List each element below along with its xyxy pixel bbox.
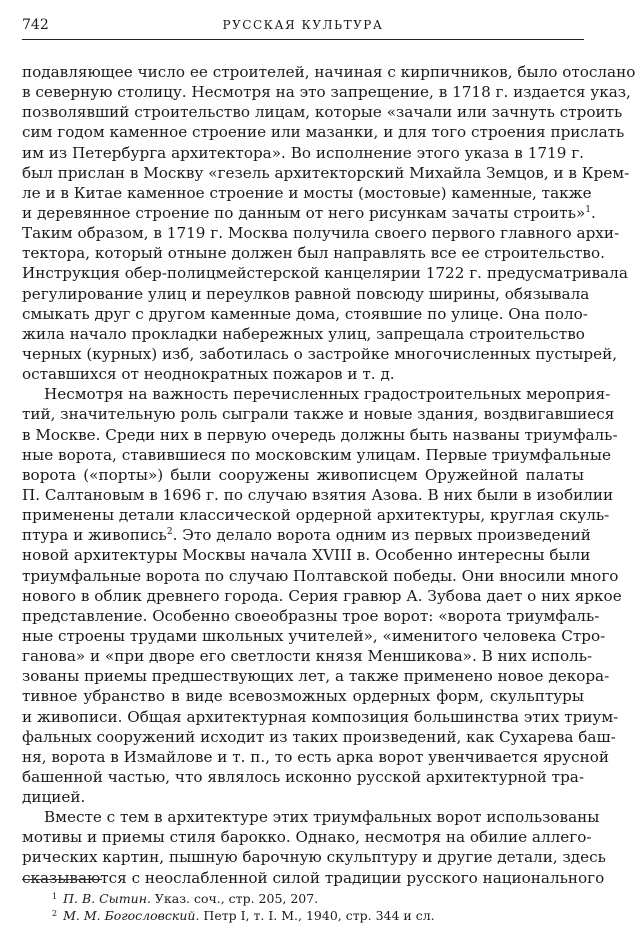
text-line	[22, 525, 591, 545]
text-span: .	[591, 203, 596, 222]
text-line: подавляющее число ее строителей, начиная с кирпичников, было отослано	[22, 63, 635, 81]
footnote-text: Указ. соч., стр. 205, 207.	[150, 891, 319, 906]
page-number: 742	[22, 17, 49, 33]
footnotes	[52, 888, 435, 922]
text-line: им из Петербурга архитектора». Во исполнение этого указа в 1719 г.	[22, 143, 584, 162]
text-span: . Это делало ворота одним из первых произведений	[172, 526, 591, 545]
text-line: рических картин, пышную барочную скульптуру и другие детали, здесь	[22, 848, 606, 867]
text-line	[22, 203, 596, 223]
running-title: РУССКАЯ КУЛЬТУРА	[222, 18, 384, 32]
footnote-author: М. М. Богословский.	[63, 908, 200, 923]
text-line: мотивы и приемы стиля барокко. Однако, несмотря на обилие аллего-	[22, 828, 592, 847]
text-line: оставшихся от неоднократных пожаров и т. д.	[22, 365, 395, 384]
text-line: ные ворота, ставившиеся по московским улицам. Первые триумфальные	[22, 445, 611, 464]
text-line: Несмотря на важность перечисленных градостроительных мероприя-	[44, 385, 611, 404]
text-line: позволявший строительство лицам, которые «зачали или зачнуть строить	[22, 103, 623, 122]
text-line: триумфальные ворота по случаю Полтавской победы. Они вносили много	[22, 566, 619, 585]
text-span: и деревянное строение по данным от него рисункам зачаты строить»	[22, 203, 586, 222]
text-line: Инструкция обер-полицмейстерской канцелярии 1722 г. предусматривала	[22, 264, 628, 283]
text-line: Вместе с тем в архитектуре этих триумфальных ворот использованы	[44, 808, 600, 827]
text-line: представление. Особенно своеобразны трое ворот: «ворота триумфаль-	[22, 606, 600, 625]
footnote-2	[52, 905, 435, 922]
footnote-text: Петр I, т. I. М., 1940, стр. 344 и сл.	[199, 908, 435, 923]
text-line: был прислан в Москву «гезель архитекторский Михайла Земцов, и в Крем-	[22, 163, 630, 182]
footnote-author: П. В. Сытин.	[63, 891, 151, 906]
footnote-rule	[22, 879, 102, 880]
text-line: ные строены трудами школьных учителей», «именитого человека Стро-	[22, 626, 606, 645]
text-line: в северную столицу. Несмотря на это запрещение, в 1718 г. издается указ,	[22, 83, 631, 102]
text-line: ворота («порты») были сооружены живописцем Оружейной палаты	[22, 465, 584, 484]
text-line: нового в облик древнего города. Серия гравюр А. Зубова дает о них яркое	[22, 586, 622, 605]
page-header	[22, 17, 584, 37]
text-line: применены детали классической ордерной архитектуры, круглая скуль-	[22, 506, 610, 525]
text-line: дицией.	[22, 788, 86, 807]
text-line: регулирование улиц и переулков равной повсюду ширины, обязывала	[22, 284, 590, 303]
text-line: ле и в Китае каменное строение и мосты (мостовые) каменные, также	[22, 183, 592, 202]
text-line: новой архитектуры Москвы начала XVIII в. Особенно интересны были	[22, 546, 591, 565]
text-line: тектора, который отныне должен был направлять все ее строительство.	[22, 244, 605, 263]
text-line: ня, ворота в Измайлове и т. п., то есть арка ворот увенчивается ярусной	[22, 747, 609, 766]
text-line: П. Салтановым в 1696 г. по случаю взятия Азова. В них были в изобилии	[22, 485, 614, 504]
text-line: фальных сооружений исходит из таких произведений, как Сухарева баш-	[22, 727, 616, 746]
text-line: жила начало прокладки набережных улиц, запрещала строительство	[22, 324, 585, 343]
text-line: тий, значительную роль сыграли также и новые здания, воздвигавшиеся	[22, 405, 615, 424]
footnote-ref-1[interactable]: 1	[585, 204, 591, 215]
text-line: сим годом каменное строение или мазанки, и для того строения прислать	[22, 123, 625, 142]
header-rule	[22, 39, 584, 40]
footnote-number: 2	[52, 909, 58, 918]
text-line: и живописи. Общая архитектурная композиция большинства этих триум-	[22, 707, 619, 726]
footnote-1	[52, 888, 435, 905]
text-line: Таким образом, в 1719 г. Москва получила своего первого главного архи-	[22, 224, 620, 243]
text-line: смыкать друг с другом каменные дома, стоявшие по улице. Она поло-	[22, 304, 588, 323]
footnote-ref-2[interactable]: 2	[166, 527, 173, 538]
text-line: сказываются с неослабленной силой традиции русского национального	[22, 868, 605, 887]
text-line: черных (курных) изб, заботилась о застройке многочисленных пустырей,	[22, 344, 618, 363]
text-line: ганова» и «при дворе его светлости князя Меншикова». В них исполь-	[22, 647, 593, 666]
text-line: тивное убранство в виде всевозможных ордерных форм, скульптуры	[22, 687, 584, 706]
body-text	[22, 62, 635, 888]
text-line: в Москве. Среди них в первую очередь должны быть названы триумфаль-	[22, 425, 618, 444]
text-span: птура и живопись	[22, 526, 167, 545]
footnote-number: 1	[52, 892, 58, 901]
text-line: зованы приемы предшествующих лет, а также применено новое декора-	[22, 667, 610, 686]
text-line: башенной частью, что являлось исконно русской архитектурной тра-	[22, 767, 584, 786]
